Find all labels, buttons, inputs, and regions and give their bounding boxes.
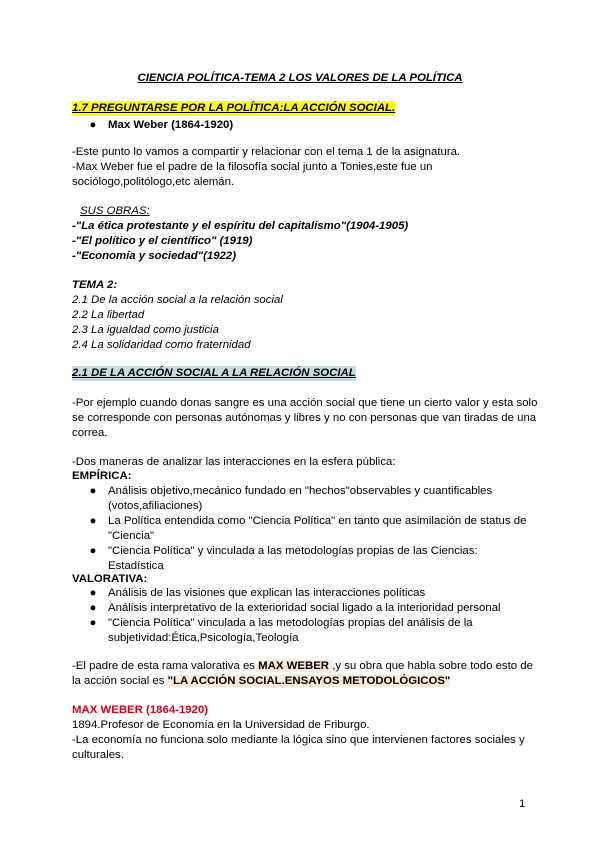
empirica-item-line: "Ciencia Política" y vinculada a las metodologías propias de las Ciencias: bbox=[108, 545, 478, 557]
bullet-dot: ● bbox=[89, 617, 97, 629]
paragraph-line: se corresponde con personas autónomas y libres y no con personas que van tiradas de una bbox=[72, 412, 537, 424]
tema-item: 2.2 La libertad bbox=[72, 309, 145, 321]
padre-line-2 bbox=[72, 674, 450, 689]
padre-text: -El padre de esta rama valorativa es bbox=[72, 660, 259, 672]
valorativa-item-line: "Ciencia Política" vinculada a las metodologías propias del análisis de la bbox=[108, 617, 473, 629]
valorativa-item-line: Análisis de las visiones que explican las interacciones políticas bbox=[108, 587, 426, 599]
paragraph-line: -Por ejemplo cuando donas sangre es una acción social que tiene un cierto valor y esta solo bbox=[72, 397, 538, 409]
valorativa-item-line: subjetividad:Ética,Psicología,Teología bbox=[108, 632, 299, 644]
tema-item: 2.1 De la acción social a la relación social bbox=[72, 294, 283, 306]
bio-line: culturales. bbox=[72, 749, 124, 761]
tema-item: 2.3 La igualdad como justicia bbox=[72, 324, 219, 336]
bio-line: 1894.Profesor de Economía en la Universidad de Friburgo. bbox=[72, 719, 370, 731]
obra-item: -"Economía y sociedad"(1922) bbox=[72, 250, 236, 262]
tema-heading: TEMA 2: bbox=[72, 279, 118, 291]
bullet-dot: ● bbox=[89, 545, 97, 557]
weber-bullet-text: Max Weber (1864-1920) bbox=[108, 119, 234, 131]
empirica-item-line: "Ciencia" bbox=[108, 530, 155, 542]
bullet-dot: ● bbox=[89, 587, 97, 599]
obra-item: -"La ética protestante y el espíritu del capitalismo"(1904-1905) bbox=[72, 220, 409, 232]
padre-name: MAX WEBER bbox=[258, 660, 333, 672]
padre-text: ,y su obra que habla sobre todo esto de bbox=[332, 660, 533, 672]
valorativa-label: VALORATIVA: bbox=[72, 573, 148, 585]
section-heading-2-1: 2.1 DE LA ACCIÓN SOCIAL A LA RELACIÓN SOCIAL bbox=[72, 367, 356, 379]
weber-red-heading: MAX WEBER (1864-1920) bbox=[72, 704, 209, 716]
document-title: CIENCIA POLÍTICA-TEMA 2 LOS VALORES DE LA POLÍTICA bbox=[137, 72, 463, 84]
bio-line: -La economía no funciona solo mediante la lógica sino que intervienen factores sociales y bbox=[72, 734, 525, 746]
empirica-item-line: Estadística bbox=[108, 560, 164, 572]
bullet-dot: ● bbox=[89, 119, 97, 131]
intro-line: -Max Weber fue el padre de la filosofía social junto a Tonies,este fue un bbox=[72, 161, 433, 173]
intro-line: sociólogo,politólogo,etc alemán. bbox=[72, 176, 235, 188]
dos-maneras-line: -Dos maneras de analizar las interacciones en la esfera pública: bbox=[72, 456, 396, 468]
intro-line: -Este punto lo vamos a compartir y relacionar con el tema 1 de la asignatura. bbox=[72, 146, 461, 158]
paragraph-line: correa. bbox=[72, 427, 108, 439]
bullet-dot: ● bbox=[89, 602, 97, 614]
empirica-item-line: La Política entendida como "Ciencia Política" en tanto que asimilación de status de bbox=[108, 515, 527, 527]
empirica-item-line: (votos,afiliaciones) bbox=[108, 500, 203, 512]
bullet-dot: ● bbox=[89, 485, 97, 497]
empirica-item-line: Análisis objetivo,mecánico fundado en "hechos"observables y cuantificables bbox=[108, 485, 493, 497]
tema-item: 2.4 La solidaridad como fraternidad bbox=[72, 339, 251, 351]
bullet-dot: ● bbox=[89, 515, 97, 527]
padre-line-1 bbox=[72, 659, 533, 674]
padre-text: la acción social es bbox=[72, 675, 168, 687]
padre-book: "LA ACCIÓN SOCIAL.ENSAYOS METODOLÓGICOS" bbox=[167, 675, 451, 687]
obras-heading: SUS OBRAS: bbox=[80, 205, 150, 217]
empirica-label: EMPÍRICA: bbox=[72, 470, 132, 482]
page-number: 1 bbox=[519, 798, 526, 810]
valorativa-item-line: Análisis interpretativo de la exterioridad social ligado a la interioridad personal bbox=[108, 602, 501, 614]
obra-item: -"El político y el científico" (1919) bbox=[72, 235, 253, 247]
section-heading-1-7: 1.7 PREGUNTARSE POR LA POLÍTICA:LA ACCIÓN SOCIAL. bbox=[72, 102, 396, 114]
